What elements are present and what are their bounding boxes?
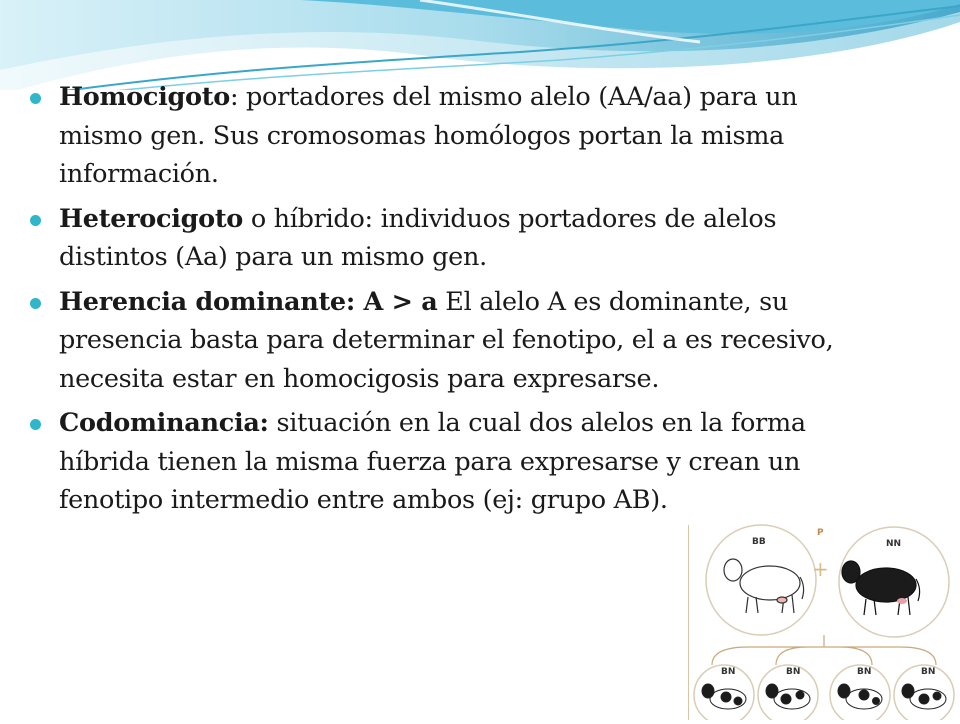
bullet-dot-icon: [30, 215, 41, 226]
bullet-term: Herencia dominante: A > a: [59, 286, 438, 317]
bullet-text: o híbrido: individuos portadores de alelos distintos (Aa) para un mismo gen.: [59, 203, 777, 272]
bullet-heterocigoto: [30, 200, 880, 277]
inheritance-lines: [712, 635, 936, 665]
decorative-wave-header: [0, 0, 960, 90]
offspring-genotype-label: BN: [721, 667, 736, 677]
bullet-list: [30, 78, 880, 526]
bullet-dot-icon: [30, 93, 41, 104]
offspring-genotype-label: BN: [786, 667, 801, 677]
bullet-codominancia: [30, 404, 880, 520]
bullet-term: Homocigoto: [59, 82, 230, 112]
bullet-term: Heterocigoto: [59, 203, 244, 234]
bullet-term: Codominancia:: [59, 408, 269, 438]
bullet-text: situación en la cual dos alelos en la forma híbrida tienen la misma fuerza para expresarse y crean un fenotipo intermedio entre ambos (ej: grupo AB).: [59, 408, 806, 515]
figure-border: [688, 525, 689, 720]
bullet-herencia-dominante: [30, 283, 880, 399]
cow-diagram: [688, 515, 960, 720]
bullet-text: El alelo A es dominante, su presencia basta para determinar el fenotipo, el a es recesivo, necesita estar en homocigosis para expresarse.: [59, 286, 834, 394]
bullet-dot-icon: [30, 419, 41, 430]
bullet-text: : portadores del mismo alelo (AA/aa) para un mismo gen. Sus cromosomas homólogos portan la misma información.: [59, 82, 798, 189]
parent-genotype-label: NN: [886, 539, 902, 549]
offspring-genotype-label: BN: [857, 667, 872, 677]
plus-icon: +: [812, 557, 829, 581]
bullet-homocigoto: [30, 78, 880, 194]
parent-generation-label: P: [817, 528, 824, 538]
codominance-cow-figure: [688, 515, 960, 720]
offspring-genotype-label: BN: [921, 667, 936, 677]
bullet-dot-icon: [30, 298, 41, 309]
parent-genotype-label: BB: [752, 537, 766, 547]
